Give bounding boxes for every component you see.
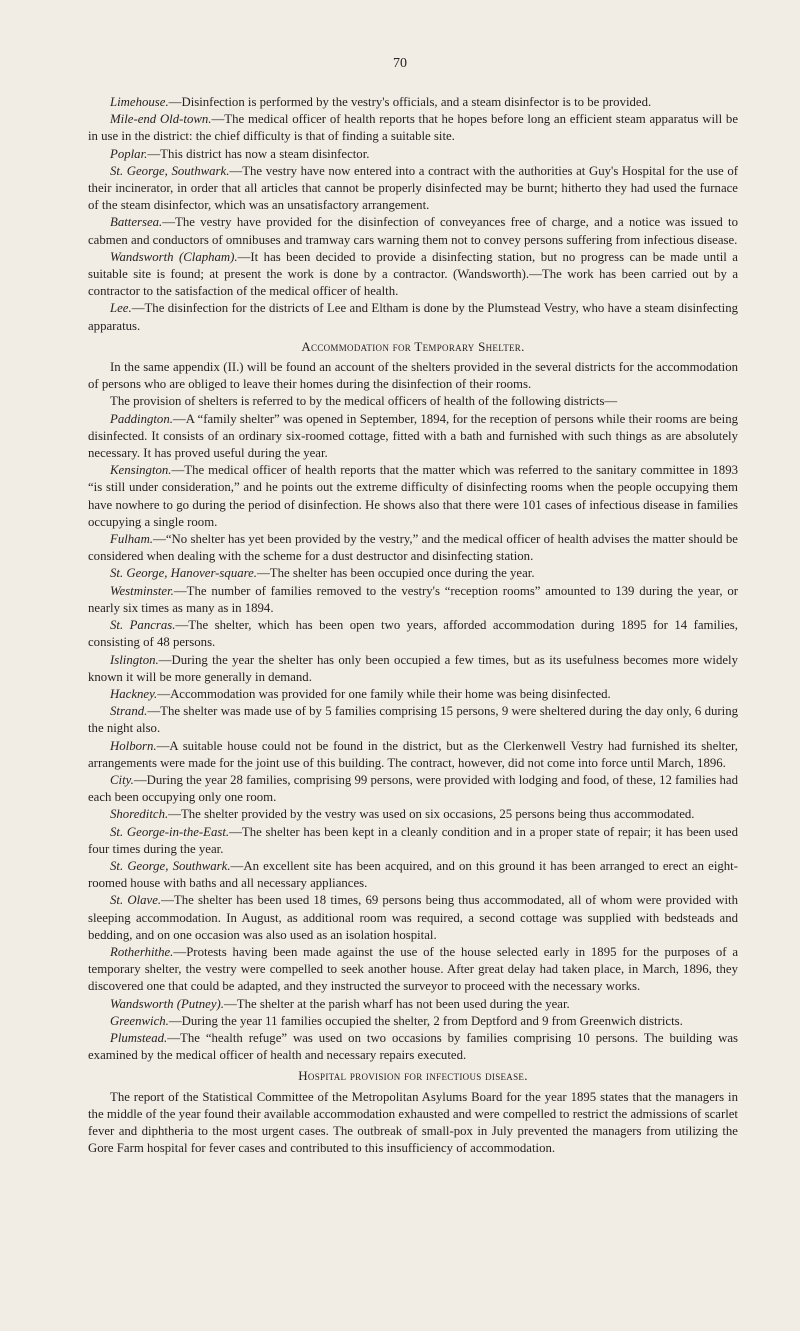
section-heading: Accommodation for Temporary Shelter. bbox=[301, 338, 525, 354]
paragraph bbox=[88, 111, 738, 145]
district-name: Hackney. bbox=[110, 686, 158, 701]
paragraph-text: —It has been decided to provide a disinfecting station, but no progress can be made until a suitable site is found; at present the work is done by a contractor. (Wandsworth).—The work has been carried out by a contractor to the satisfaction of the medical officer of health. bbox=[88, 249, 738, 299]
paragraph bbox=[88, 583, 738, 617]
paragraph-text: —During the year 11 families occupied the shelter, 2 from Deptford and 9 from Greenwich districts. bbox=[168, 1013, 683, 1028]
paragraph bbox=[88, 462, 738, 531]
paragraph-text: —The “health refuge” was used on two occasions by families comprising 10 persons. The building was examined by the medical officer of health and necessary repairs executed. bbox=[88, 1030, 738, 1063]
paragraph bbox=[88, 531, 738, 565]
district-name: Battersea. bbox=[110, 215, 163, 230]
page-number: 70 bbox=[393, 56, 407, 71]
paragraph-text: The provision of shelters is referred to by the medical officers of health of the following districts— bbox=[110, 394, 618, 409]
district-name: Wandsworth (Clapham). bbox=[110, 249, 238, 264]
paragraph bbox=[88, 703, 738, 737]
paragraph-text: —A suitable house could not be found in the district, but as the Clerkenwell Vestry had furnished its shelter, arrangements were made for the joint use of this building. The contract, however, did not come into force until March, 1896. bbox=[88, 738, 738, 770]
paragraph-text: —The number of families removed to the vestry's “reception rooms” amounted to 139 during the year, or nearly six times as many as in 1894. bbox=[88, 583, 738, 615]
paragraph-text: —The vestry have now entered into a contract with the authorities at Guy's Hospital for the use of their incinerator, in order that all articles that cannot be properly disinfected may be burnt; hitherto they had used the furnace of the steam disinfector, which was an unsatisfactory arrangement. bbox=[88, 163, 738, 213]
paragraph bbox=[88, 996, 738, 1013]
district-name: Westminster. bbox=[110, 583, 174, 598]
district-name: Plumstead. bbox=[110, 1030, 168, 1045]
paragraph-text: —The vestry have provided for the disinfection of conveyances free of charge, and a notice was issued to cabmen and conductors of omnibuses and tramway cars warning them not to convey persons suffering from infectious disease. bbox=[88, 215, 738, 247]
paragraph bbox=[88, 411, 738, 463]
section-heading: Hospital provision for infectious disease. bbox=[298, 1068, 528, 1084]
district-name: Lee. bbox=[110, 301, 132, 316]
paragraph-text: —“No shelter has yet been provided by the vestry,” and the medical officer of health advises the matter should be considered when dealing with the scheme for a dust destructor and disinfecting station. bbox=[88, 532, 738, 564]
district-name: Kensington. bbox=[110, 463, 172, 478]
paragraph bbox=[88, 163, 738, 215]
paragraph-text: —The medical officer of health reports that he hopes before long an efficient steam apparatus will be in use in the district: the chief difficulty is that of finding a suitable site. bbox=[88, 112, 739, 144]
paragraph-text: —The shelter has been kept in a cleanly condition and in a proper state of repair; it has been used four times during the year. bbox=[88, 824, 738, 856]
paragraph bbox=[88, 617, 738, 651]
paragraph-text: —The shelter was made use of by 5 families comprising 15 persons, 9 were sheltered during the day only, 6 during the night also. bbox=[88, 704, 738, 736]
paragraph-text: —During the year the shelter has only been occupied a few times, but as its usefulness becomes more widely known it will be more generally in demand. bbox=[88, 652, 738, 684]
paragraph-text: —Disinfection is performed by the vestry's officials, and a steam disinfector is to be provided. bbox=[168, 95, 652, 109]
district-name: City. bbox=[110, 772, 134, 787]
district-name: Mile-end Old-town. bbox=[110, 112, 212, 127]
district-name: Rotherhithe. bbox=[110, 944, 174, 959]
document-body bbox=[88, 94, 738, 1157]
district-name: St. George-in-the-East. bbox=[110, 824, 230, 839]
paragraph bbox=[88, 1013, 738, 1030]
paragraph bbox=[88, 892, 738, 944]
district-name: Paddington. bbox=[110, 411, 173, 426]
paragraph-text: —The medical officer of health reports that the matter which was referred to the sanitary committee in 1893 “is still under consideration,” and he points out the extreme difficulty of disinfecting rooms when the people occupying them have nowhere to go during the period of disinfection. He shows also that there were 101 cases of infectious disease in families occupying a single room. bbox=[88, 463, 738, 529]
district-name: St. George, Southwark. bbox=[110, 163, 230, 178]
paragraph bbox=[88, 393, 738, 410]
district-name: Islington. bbox=[110, 652, 159, 667]
district-name: Shoreditch. bbox=[110, 807, 169, 822]
paragraph bbox=[88, 806, 738, 823]
paragraph bbox=[88, 1089, 738, 1158]
paragraph bbox=[88, 214, 738, 248]
paragraph bbox=[88, 565, 738, 582]
paragraph-text: The report of the Statistical Committee of the Metropolitan Asylums Board for the year 1895 states that the managers in the middle of the year found their available accommodation exhausted and were compelled to restrict the admissions of scarlet fever and diphtheria to the most urgent cases. The outbreak of small-pox in July prevented the managers from utilizing the Gore Farm hospital for fever cases and contributed to this insufficiency of accommodation. bbox=[88, 1089, 738, 1156]
paragraph bbox=[88, 1030, 738, 1064]
paragraph-text: —Protests having been made against the use of the house selected early in 1895 for the purposes of a temporary shelter, the vestry were compelled to seek another house. After great delay had taken place, in March, 1896, they discovered one that could be adapted, and they instructed the surveyor to proceed with the necessary works. bbox=[88, 944, 738, 994]
paragraph bbox=[88, 686, 738, 703]
paragraph-text: —A “family shelter” was opened in September, 1894, for the reception of persons while their rooms are being disinfected. It consists of an ordinary six-roomed cottage, fitted with a bath and furnished with such things as are absolutely necessary. It has proved useful during the year. bbox=[88, 411, 738, 461]
district-name: St. George, Southwark. bbox=[110, 858, 231, 873]
district-name: Limehouse. bbox=[110, 95, 169, 109]
district-name: Poplar. bbox=[110, 146, 148, 161]
paragraph bbox=[88, 944, 738, 996]
district-name: Wandsworth (Putney). bbox=[110, 996, 224, 1011]
paragraph-text: —The shelter, which has been open two years, afforded accommodation during 1895 for 14 families, consisting of 48 persons. bbox=[88, 618, 738, 650]
paragraph-text: —The shelter has been occupied once during the year. bbox=[257, 566, 535, 581]
district-name: St. George, Hanover-square. bbox=[110, 566, 257, 581]
paragraph bbox=[88, 652, 738, 686]
paragraph-text: —The shelter provided by the vestry was used on six occasions, 25 persons being thus accommodated. bbox=[168, 807, 695, 822]
paragraph bbox=[88, 858, 738, 892]
paragraph bbox=[88, 772, 738, 806]
paragraph-text: —An excellent site has been acquired, and on this ground it has been arranged to erect an eight-roomed house with baths and all necessary appliances. bbox=[88, 858, 738, 891]
district-name: Fulham. bbox=[110, 532, 154, 547]
paragraph-text: —Accommodation was provided for one family while their home was being disinfected. bbox=[157, 686, 611, 701]
district-name: Greenwich. bbox=[110, 1013, 169, 1028]
paragraph-text: —The disinfection for the districts of Lee and Eltham is done by the Plumstead Vestry, who have a steam disinfecting apparatus. bbox=[88, 301, 738, 333]
paragraph-text: —This district has now a steam disinfector. bbox=[147, 146, 370, 161]
paragraph bbox=[88, 824, 738, 858]
paragraph-text: In the same appendix (II.) will be found an account of the shelters provided in the several districts for the accommodation of persons who are obliged to leave their homes during the disinfection of their rooms. bbox=[88, 360, 738, 392]
district-name: Strand. bbox=[110, 704, 148, 719]
district-name: Holborn. bbox=[110, 738, 157, 753]
district-name: St. Olave. bbox=[110, 893, 162, 908]
paragraph bbox=[88, 300, 738, 334]
paragraph bbox=[88, 146, 738, 163]
paragraph bbox=[88, 738, 738, 772]
paragraph bbox=[88, 94, 738, 111]
paragraph-text: —During the year 28 families, comprising 99 persons, were provided with lodging and food, of these, 12 families had each been occupying only one room. bbox=[88, 772, 738, 805]
district-name: St. Pancras. bbox=[110, 618, 176, 633]
paragraph-text: —The shelter has been used 18 times, 69 persons being thus accommodated, all of whom were provided with sleeping accommodation. In August, as additional room was required, a second cottage was supplied with bedsteads and bedding, and on one occasion was also used as an isolation hospital. bbox=[88, 893, 738, 942]
paragraph bbox=[88, 359, 738, 393]
paragraph bbox=[88, 249, 738, 301]
paragraph-text: —The shelter at the parish wharf has not been used during the year. bbox=[223, 996, 570, 1011]
